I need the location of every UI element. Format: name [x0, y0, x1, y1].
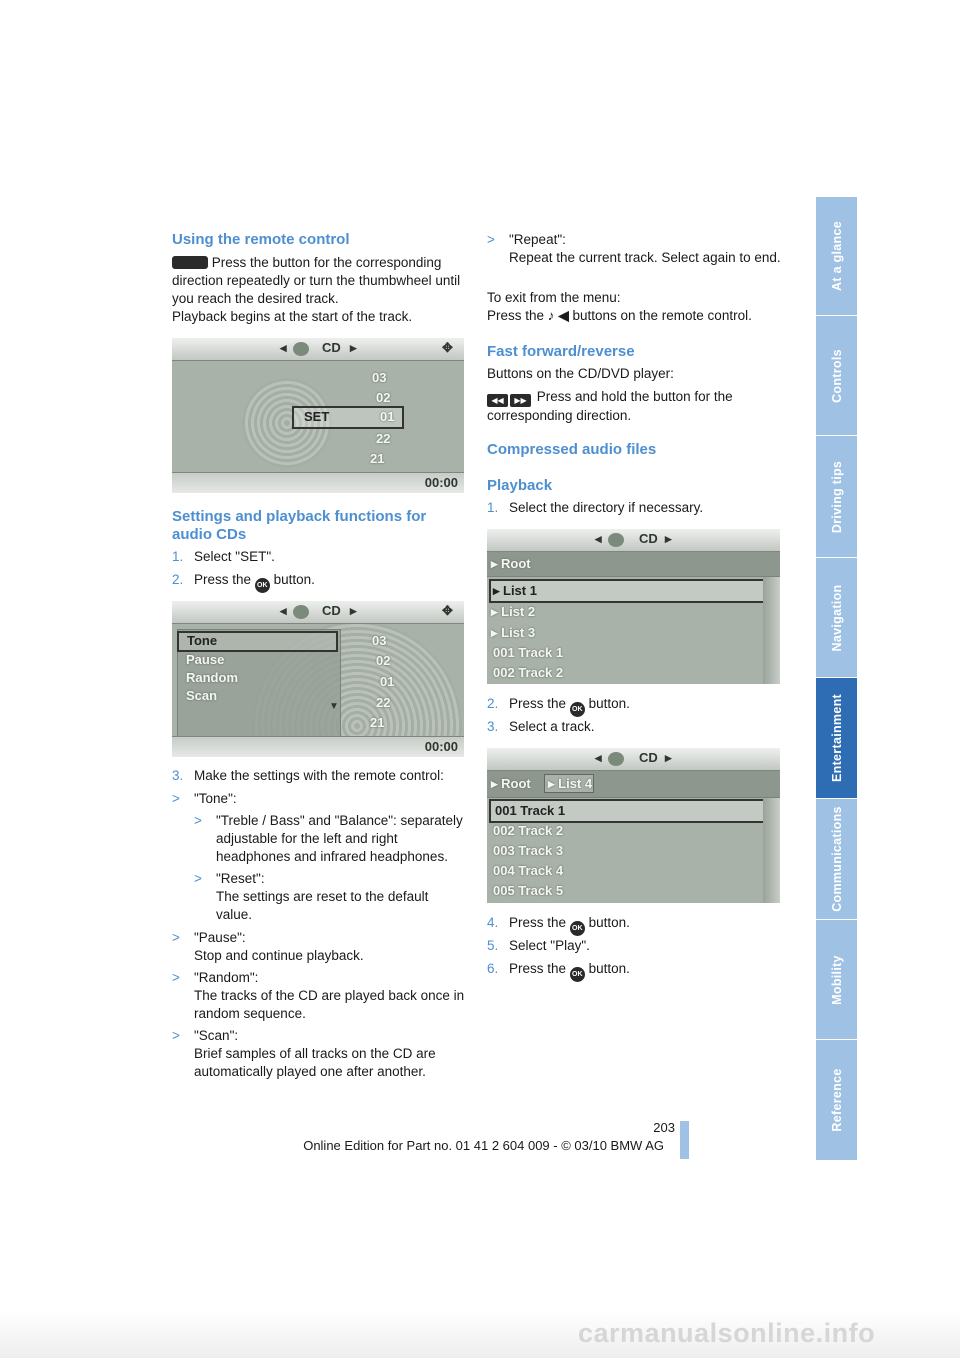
step-text: Press the: [509, 961, 567, 976]
list-item-label: List 3: [501, 625, 536, 640]
bullet-scan: [172, 1027, 467, 1081]
source-disc-icon: [293, 342, 309, 356]
sidebar-tab-entertainment[interactable]: [816, 678, 857, 799]
list-item-label: 001 Track 1: [495, 803, 566, 818]
step-number: 3.: [487, 719, 499, 734]
step-3: [172, 767, 467, 785]
bullet-desc: Brief samples of all tracks on the CD are automatically played one after another.: [194, 1046, 436, 1079]
step-text: Select the directory if necessary.: [509, 500, 704, 515]
step-number: 1.: [487, 500, 499, 515]
sidebar-tab-label: At a glance: [829, 221, 844, 291]
ok-button-icon: OK: [255, 578, 270, 593]
exit-text-pre: Press the: [487, 308, 545, 323]
list-item-label: Root: [501, 556, 531, 571]
right-arrow-icon: ▸: [665, 750, 672, 765]
step-1: [487, 499, 703, 517]
bullet-arrow-icon: >: [194, 871, 202, 886]
sidebar-tab-label: Communications: [829, 806, 844, 912]
step-text-after: button.: [588, 915, 630, 930]
screen-footer: [172, 736, 464, 757]
step-text-after: button.: [588, 696, 630, 711]
list-item[interactable]: 002 Track 2: [493, 665, 564, 680]
sidebar-tab-reference[interactable]: [816, 1040, 857, 1161]
section-heading-playback: Playback: [487, 477, 553, 494]
track-number: 03: [372, 633, 387, 648]
bullet-desc: Repeat the current track. Select again to end.: [509, 250, 781, 265]
sidebar-tab-label: Controls: [829, 348, 844, 403]
exit-text-post: buttons on the remote control.: [572, 308, 752, 323]
menu-item-pause[interactable]: Pause: [186, 652, 225, 667]
left-arrow-icon: ◂: [280, 603, 287, 618]
screen-header: [172, 338, 464, 361]
exit-paragraph: [487, 289, 787, 325]
bullet-arrow-icon: >: [172, 1028, 180, 1043]
rewind-button-icon: ◀◀: [487, 394, 508, 407]
step-2: [487, 695, 630, 717]
screen-header: [487, 529, 780, 552]
breadcrumb-current-label: List 4: [558, 776, 593, 791]
sub-bullet-title: "Reset":: [216, 871, 265, 886]
step-number: 4.: [487, 915, 499, 930]
directory-screen: [487, 529, 780, 684]
fast-forward-button-icon: ▶▶: [510, 394, 531, 407]
source-disc-icon: [608, 533, 624, 547]
breadcrumb-root[interactable]: ▸ Root: [491, 776, 531, 791]
sub-bullet-treble: [194, 812, 466, 866]
breadcrumb-label: Root: [501, 776, 531, 791]
step-text: Press the: [194, 572, 252, 587]
sub-bullet-reset: [194, 870, 466, 924]
cd-screen-menu: [172, 601, 464, 757]
track-number: 01: [380, 674, 395, 689]
step-4: [487, 914, 630, 936]
step-text: Make the settings with the remote control:: [194, 768, 444, 783]
bullet-desc: The tracks of the CD are played back once in random sequence.: [194, 988, 465, 1021]
bullet-title: "Tone":: [194, 791, 237, 806]
track-number: 22: [376, 431, 391, 446]
sidebar-tab-at-a-glance[interactable]: [816, 197, 857, 316]
left-arrow-icon: ◂: [595, 750, 602, 765]
remote-direction-button-icon: [172, 256, 208, 269]
section-heading-compressed: Compressed audio files: [487, 441, 657, 458]
bullet-arrow-icon: >: [172, 930, 180, 945]
page-number: 203: [653, 1120, 675, 1135]
step-text: Select "SET".: [194, 549, 275, 564]
list-item[interactable]: 003 Track 3: [493, 843, 564, 858]
source-disc-icon: [608, 752, 624, 766]
watermark-text: carmanualsonline.info: [578, 1318, 876, 1348]
list-item[interactable]: ▸ List 2: [491, 604, 536, 619]
menu-item-label: Tone: [187, 633, 218, 648]
bullet-arrow-icon: >: [194, 813, 202, 828]
list-item[interactable]: 001 Track 1: [493, 645, 564, 660]
track-number: 03: [372, 370, 387, 385]
step-number: 1.: [172, 549, 184, 564]
list-item[interactable]: 005 Track 5: [493, 883, 564, 898]
bullet-random: [172, 969, 467, 1023]
breadcrumb: [487, 771, 780, 798]
ff-text-1: Buttons on the CD/DVD player:: [487, 366, 674, 381]
remote-text-1: Press the button for the corresponding direction repeatedly or turn the thumbwheel until you reach the desired track.: [172, 255, 461, 306]
playback-time: 00:00: [424, 739, 458, 754]
sidebar-tab-controls[interactable]: [816, 316, 857, 436]
remote-paragraph: [172, 254, 462, 326]
screen-title: CD: [639, 750, 658, 765]
folder-arrow-icon: ▸: [493, 583, 500, 598]
sidebar-tab-label: Entertainment: [829, 694, 844, 782]
list-item[interactable]: ▸ List 3: [491, 625, 536, 640]
menu-button-icon: ♪: [547, 308, 555, 323]
right-arrow-icon: ▸: [350, 603, 357, 618]
controller-icon: ✥: [442, 603, 453, 618]
bullet-arrow-icon: >: [487, 232, 495, 247]
bullet-title: "Repeat":: [509, 232, 566, 247]
bullet-pause: [172, 929, 467, 965]
sidebar-tab-label: Navigation: [829, 584, 844, 651]
playback-time: 00:00: [424, 475, 458, 490]
right-arrow-icon: ▸: [665, 531, 672, 546]
track-list-screen: [487, 748, 780, 903]
step-number: 3.: [172, 768, 184, 783]
step-1: [172, 548, 275, 566]
edition-footer: Online Edition for Part no. 01 41 2 604 009 - © 03/10 BMW AG: [303, 1138, 664, 1153]
step-2: [172, 571, 315, 593]
controller-icon: ✥: [442, 340, 453, 355]
sidebar-tab-label: Driving tips: [829, 460, 844, 533]
ok-button-icon: OK: [570, 921, 585, 936]
ok-button-icon: OK: [570, 702, 585, 717]
ff-paragraph: [487, 388, 782, 425]
source-disc-icon: [293, 605, 309, 619]
step-text: Select a track.: [509, 719, 595, 734]
bullet-arrow-icon: >: [172, 791, 180, 806]
left-arrow-icon: ◂: [595, 531, 602, 546]
breadcrumb-label: ▸ List 4: [548, 776, 593, 791]
sub-bullet-desc: The settings are reset to the default value.: [216, 889, 429, 922]
bullet-repeat: [487, 231, 782, 267]
scrollbar[interactable]: [763, 577, 780, 684]
screen-title: CD: [322, 340, 341, 355]
step-text: Press the: [509, 696, 567, 711]
right-arrow-icon: ▸: [350, 340, 357, 355]
step-text-after: button.: [588, 961, 630, 976]
sidebar-tab-driving-tips[interactable]: [816, 436, 857, 558]
folder-arrow-icon: ▸: [491, 556, 498, 571]
screen-title: CD: [322, 603, 341, 618]
left-arrow-icon: ◂: [280, 340, 287, 355]
bullet-title: "Pause":: [194, 930, 246, 945]
track-number: 21: [370, 451, 385, 466]
cd-screen-set: [172, 338, 464, 493]
list-item-label: List 2: [501, 604, 536, 619]
list-item-label: List 1: [503, 583, 537, 598]
sidebar-tab-mobility[interactable]: [816, 920, 857, 1040]
step-text: Press the: [509, 915, 567, 930]
remote-text-2: Playback begins at the start of the track.: [172, 309, 413, 324]
step-text: Select "Play".: [509, 938, 590, 953]
ok-button-icon: OK: [570, 967, 585, 982]
sidebar-tab-navigation[interactable]: [816, 558, 857, 678]
step-3: [487, 718, 595, 736]
sidebar-tab-communications[interactable]: [816, 799, 857, 920]
list-item[interactable]: 004 Track 4: [493, 863, 564, 878]
root-row[interactable]: [487, 552, 780, 577]
back-button-icon: ◀: [558, 308, 569, 323]
exit-text-1: To exit from the menu:: [487, 290, 621, 305]
page-marker-bar: [680, 1121, 689, 1159]
sidebar-tab-label: Mobility: [829, 954, 844, 1005]
step-6: [487, 960, 630, 982]
screen-header: [172, 601, 464, 624]
screen-title: CD: [639, 531, 658, 546]
step-number: 2.: [172, 572, 184, 587]
screen-header: [487, 748, 780, 771]
menu-item-scan[interactable]: Scan: [186, 688, 218, 703]
step-5: [487, 937, 590, 955]
menu-item-random[interactable]: Random: [186, 670, 238, 685]
bullet-tone: [172, 790, 237, 808]
track-number: 02: [376, 653, 391, 668]
step-text-after: button.: [273, 572, 315, 587]
breadcrumb-current[interactable]: [544, 774, 594, 793]
screen-footer: [172, 472, 464, 493]
section-heading-settings: Settings and playback functions for audio CDs: [172, 508, 427, 543]
scroll-down-icon[interactable]: ▼: [329, 701, 339, 712]
list-item-selected[interactable]: [489, 799, 767, 823]
scrollbar[interactable]: [763, 798, 780, 903]
ff-text-2: Press and hold the button for the corresponding direction.: [487, 389, 733, 423]
track-number: 01: [380, 409, 395, 424]
set-label: SET: [304, 409, 330, 424]
section-heading-ff: Fast forward/reverse: [487, 343, 635, 360]
track-number: 21: [370, 715, 385, 730]
step-number: 2.: [487, 696, 499, 711]
sidebar-tab-label: Reference: [829, 1068, 844, 1132]
bullet-title: "Random":: [194, 970, 259, 985]
bullet-desc: Stop and continue playback.: [194, 948, 364, 963]
step-number: 5.: [487, 938, 499, 953]
section-heading-remote: Using the remote control: [172, 231, 350, 248]
track-number: 02: [376, 390, 391, 405]
list-item-selected[interactable]: [489, 579, 767, 603]
sub-bullet-text: "Treble / Bass" and "Balance": separately adjustable for the left and right headphones and infrared headphones.: [216, 813, 463, 864]
bullet-title: "Scan":: [194, 1028, 239, 1043]
step-number: 6.: [487, 961, 499, 976]
menu-item-tone[interactable]: [177, 631, 338, 652]
bullet-arrow-icon: >: [172, 970, 180, 985]
track-number: 22: [376, 695, 391, 710]
list-item[interactable]: 002 Track 2: [493, 823, 564, 838]
